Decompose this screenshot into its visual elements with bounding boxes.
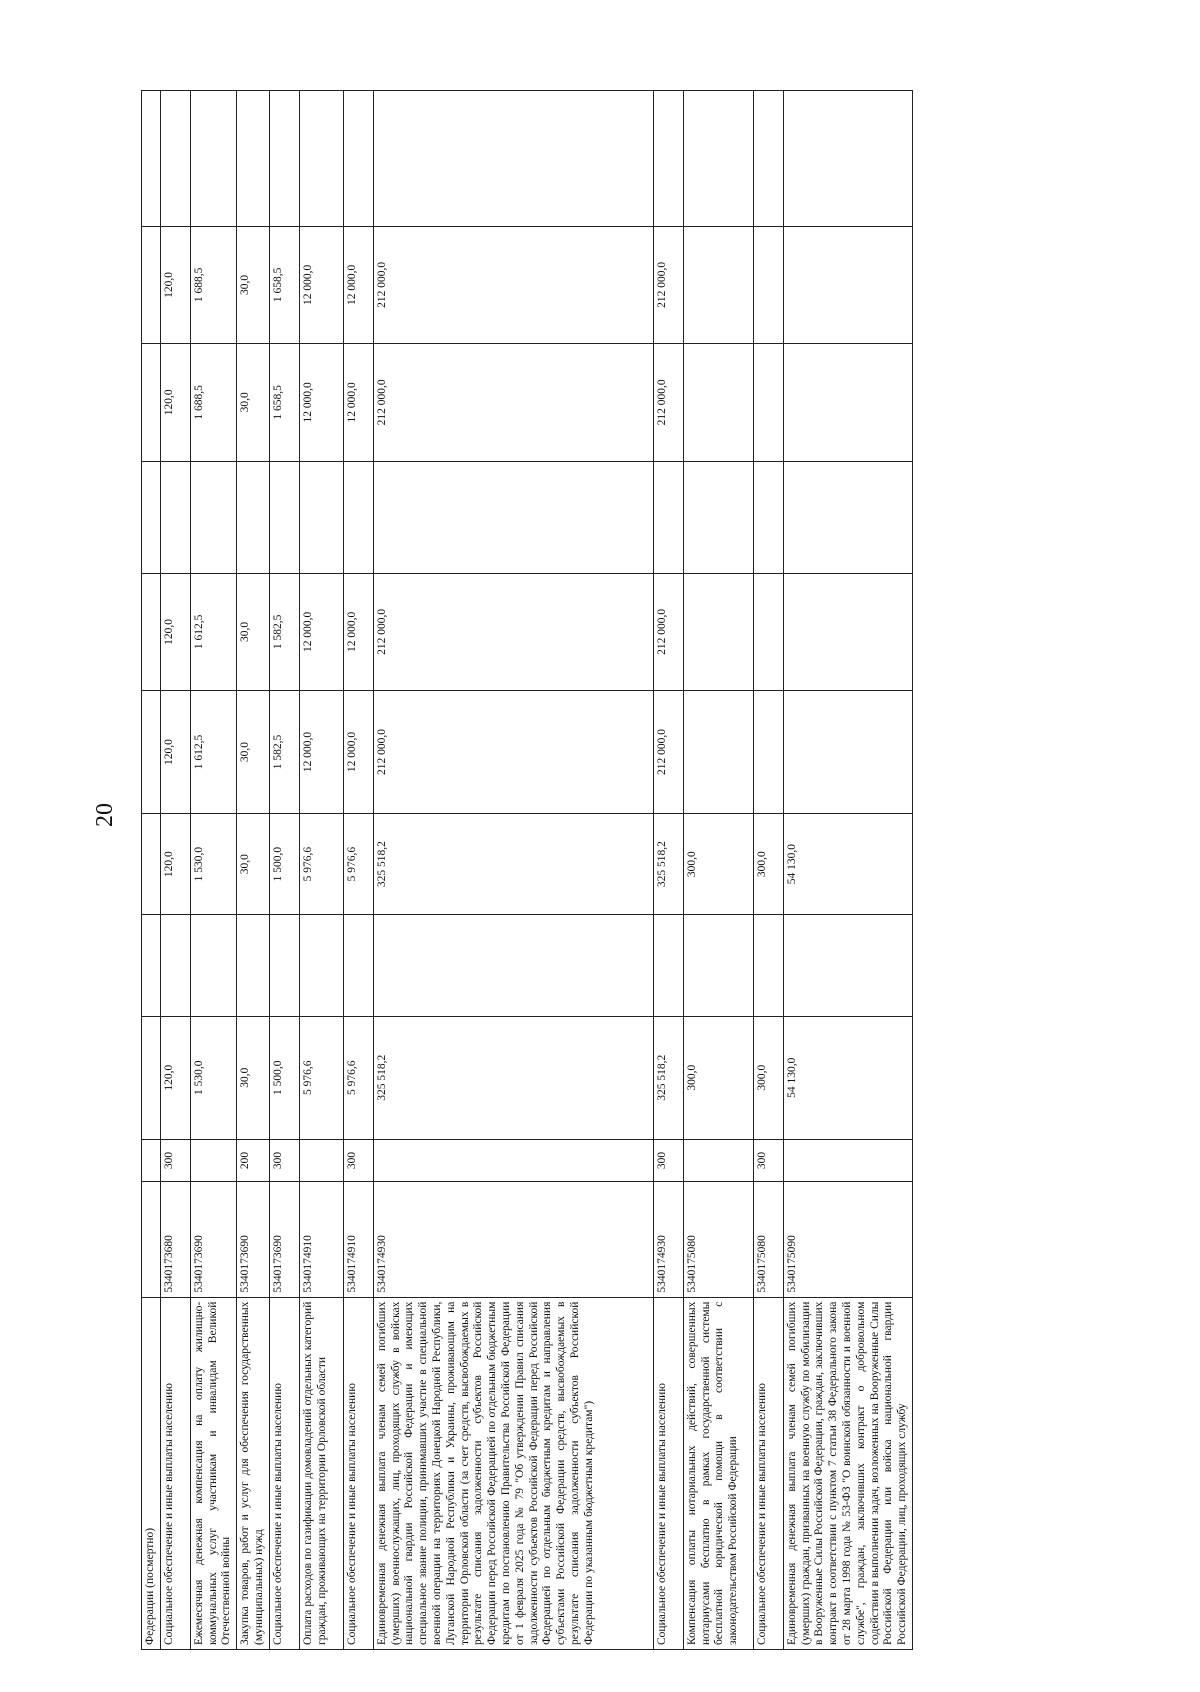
row-empty-3 xyxy=(373,91,653,227)
row-value-4: 30,0 xyxy=(237,573,270,690)
row-vr: 300 xyxy=(343,1139,373,1182)
row-value-5: 1 658,5 xyxy=(269,344,299,461)
row-value-6: 12 000,0 xyxy=(343,226,373,343)
row-value-4 xyxy=(753,573,783,690)
row-value-3: 30,0 xyxy=(237,691,270,814)
row-value-5: 120,0 xyxy=(160,344,190,461)
table-row xyxy=(142,91,161,1650)
row-value-3: 212 000,0 xyxy=(653,691,683,814)
row-code: 5340174910 xyxy=(343,1182,373,1297)
row-value-3 xyxy=(142,691,161,814)
row-value-1: 1 530,0 xyxy=(190,1016,236,1139)
row-empty-2 xyxy=(190,461,236,573)
row-name: Ежемесячная денежная компенсация на оплату жилищно-коммунальных услуг участникам и инвалидам Великой Отечественной войны xyxy=(190,1297,236,1649)
row-empty-2 xyxy=(373,461,653,573)
row-vr xyxy=(299,1139,343,1182)
row-value-6: 30,0 xyxy=(237,226,270,343)
row-value-2: 5 976,6 xyxy=(343,813,373,914)
row-code: 5340173680 xyxy=(160,1182,190,1297)
row-value-6: 212 000,0 xyxy=(653,226,683,343)
row-code: 5340174930 xyxy=(373,1182,653,1297)
row-value-6 xyxy=(683,226,753,343)
row-empty-3 xyxy=(683,91,753,227)
row-vr xyxy=(373,1139,653,1182)
row-value-1: 325 518,2 xyxy=(373,1016,653,1139)
row-value-3: 12 000,0 xyxy=(299,691,343,814)
row-code: 5340175080 xyxy=(683,1182,753,1297)
row-value-5: 12 000,0 xyxy=(299,344,343,461)
row-empty-2 xyxy=(753,461,783,573)
row-value-4: 212 000,0 xyxy=(653,573,683,690)
row-value-1: 1 500,0 xyxy=(269,1016,299,1139)
table-row xyxy=(190,91,236,1650)
row-empty-3 xyxy=(783,91,912,227)
row-empty-3 xyxy=(653,91,683,227)
row-empty-1 xyxy=(653,915,683,1016)
row-empty-1 xyxy=(783,915,912,1016)
row-value-1: 300,0 xyxy=(683,1016,753,1139)
row-value-3: 1 612,5 xyxy=(190,691,236,814)
row-value-6: 1 658,5 xyxy=(269,226,299,343)
row-empty-1 xyxy=(343,915,373,1016)
row-name: Социальное обеспечение и иные выплаты населению xyxy=(160,1297,190,1649)
row-code: 5340174930 xyxy=(653,1182,683,1297)
row-empty-1 xyxy=(160,915,190,1016)
row-value-2: 300,0 xyxy=(753,813,783,914)
row-empty-3 xyxy=(343,91,373,227)
table-row xyxy=(683,91,753,1650)
row-value-6 xyxy=(783,226,912,343)
row-value-4 xyxy=(683,573,753,690)
table-row xyxy=(237,91,270,1650)
row-value-3 xyxy=(683,691,753,814)
row-code: 5340173690 xyxy=(237,1182,270,1297)
row-value-2: 1 500,0 xyxy=(269,813,299,914)
table-row xyxy=(299,91,343,1650)
row-value-2: 30,0 xyxy=(237,813,270,914)
row-value-6 xyxy=(142,226,161,343)
row-empty-2 xyxy=(237,461,270,573)
row-vr xyxy=(190,1139,236,1182)
row-value-4: 120,0 xyxy=(160,573,190,690)
row-value-2: 54 130,0 xyxy=(783,813,912,914)
row-value-3: 120,0 xyxy=(160,691,190,814)
row-value-1: 300,0 xyxy=(753,1016,783,1139)
row-empty-2 xyxy=(142,461,161,573)
row-empty-1 xyxy=(373,915,653,1016)
row-value-4: 212 000,0 xyxy=(373,573,653,690)
table-row xyxy=(160,91,190,1650)
row-value-5: 212 000,0 xyxy=(653,344,683,461)
row-empty-3 xyxy=(299,91,343,227)
row-name: Социальное обеспечение и иные выплаты населению xyxy=(343,1297,373,1649)
row-name: Единовременная денежная выплата членам семей погибших (умерших) военнослужащих, лиц, проходящих службу в войсках национальной гвардии Российской Федерации и имеющих специальное звание полиции, принимавших участие в специальной военной операции на территориях Донецкой Народной Республики, Луганской Народной Республики и Украины, проживающим на территории Орловской области (за счет средств, высвобождаемых в результате списания задолженности субъектов Российской Федерации перед Российской Федерацией по отдельным бюджетным кредитам по постановлению Правительства Российской Федерации от 1 февраля 2025 года № 79 "Об утверждении Правил списания задолженности субъектов Российской Федерации перед Российской Федерацией по отдельным бюджетным кредитам и направления субъектами Российской Федерации средств, высвобождаемых в результате списания задолженности субъектов Российской Федерации по указанным бюджетным кредитам") xyxy=(373,1297,653,1649)
row-name: Единовременная денежная выплата членам семей погибших (умерших) граждан, призванных на военную службу по мобилизации в Вооруженные Силы Российской Федерации, граждан, заключивших контракт в соответствии с пунктом 7 статьи 38 Федерального закона от 28 марта 1998 года № 53-ФЗ "О воинской обязанности и военной службе", граждан, заключивших контракт о добровольном содействии в выполнении задач, возложенных на Вооруженные Силы Российской Федерации или войска национальной гвардии Российской Федерации, лиц, проходящих службу xyxy=(783,1297,912,1649)
row-value-6 xyxy=(753,226,783,343)
row-name: Федерации (посмертно) xyxy=(142,1297,161,1649)
row-vr: 300 xyxy=(753,1139,783,1182)
row-name: Социальное обеспечение и иные выплаты населению xyxy=(269,1297,299,1649)
page-number: 20 xyxy=(91,803,118,827)
table-row xyxy=(373,91,653,1650)
row-value-6: 12 000,0 xyxy=(299,226,343,343)
row-empty-3 xyxy=(190,91,236,227)
row-code: 5340175080 xyxy=(753,1182,783,1297)
row-vr xyxy=(142,1139,161,1182)
row-empty-3 xyxy=(269,91,299,227)
row-empty-1 xyxy=(142,915,161,1016)
row-code: 5340175090 xyxy=(783,1182,912,1297)
row-value-2: 325 518,2 xyxy=(653,813,683,914)
budget-table-container xyxy=(141,90,1091,1650)
row-code: 5340173690 xyxy=(269,1182,299,1297)
row-empty-2 xyxy=(160,461,190,573)
row-empty-3 xyxy=(753,91,783,227)
row-value-5: 30,0 xyxy=(237,344,270,461)
row-value-5 xyxy=(683,344,753,461)
row-code xyxy=(142,1182,161,1297)
row-value-2: 120,0 xyxy=(160,813,190,914)
table-row xyxy=(753,91,783,1650)
row-value-1: 5 976,6 xyxy=(299,1016,343,1139)
table-row xyxy=(653,91,683,1650)
row-value-5: 212 000,0 xyxy=(373,344,653,461)
row-empty-2 xyxy=(653,461,683,573)
table-row xyxy=(783,91,912,1650)
row-empty-1 xyxy=(190,915,236,1016)
row-value-2: 300,0 xyxy=(683,813,753,914)
row-empty-1 xyxy=(299,915,343,1016)
row-value-1: 325 518,2 xyxy=(653,1016,683,1139)
row-vr xyxy=(683,1139,753,1182)
row-name: Компенсация оплаты нотариальных действий, совершенных нотариусами бесплатно в рамках государственной системы бесплатной юридической помощи в соответствии с законодательством Российской Федерации xyxy=(683,1297,753,1649)
row-vr: 300 xyxy=(160,1139,190,1182)
row-vr: 300 xyxy=(269,1139,299,1182)
row-value-2 xyxy=(142,813,161,914)
row-name: Социальное обеспечение и иные выплаты населению xyxy=(653,1297,683,1649)
table-row xyxy=(343,91,373,1650)
row-code: 5340174910 xyxy=(299,1182,343,1297)
budget-table xyxy=(141,90,913,1650)
row-value-6: 1 688,5 xyxy=(190,226,236,343)
row-code: 5340173690 xyxy=(190,1182,236,1297)
row-value-3: 212 000,0 xyxy=(373,691,653,814)
row-value-6: 212 000,0 xyxy=(373,226,653,343)
row-name: Закупка товаров, работ и услуг для обеспечения государственных (муниципальных) нужд xyxy=(237,1297,270,1649)
row-value-3 xyxy=(783,691,912,814)
row-value-4: 12 000,0 xyxy=(299,573,343,690)
row-vr: 300 xyxy=(653,1139,683,1182)
row-empty-2 xyxy=(299,461,343,573)
row-value-1: 54 130,0 xyxy=(783,1016,912,1139)
row-empty-1 xyxy=(237,915,270,1016)
row-vr: 200 xyxy=(237,1139,270,1182)
row-value-4: 1 582,5 xyxy=(269,573,299,690)
table-row xyxy=(269,91,299,1650)
row-value-5 xyxy=(142,344,161,461)
row-empty-3 xyxy=(142,91,161,227)
row-empty-3 xyxy=(237,91,270,227)
row-value-5 xyxy=(753,344,783,461)
row-value-4 xyxy=(142,573,161,690)
row-value-1: 30,0 xyxy=(237,1016,270,1139)
row-value-1 xyxy=(142,1016,161,1139)
row-value-6: 120,0 xyxy=(160,226,190,343)
row-value-1: 5 976,6 xyxy=(343,1016,373,1139)
row-value-2: 1 530,0 xyxy=(190,813,236,914)
row-value-5: 1 688,5 xyxy=(190,344,236,461)
row-value-2: 5 976,6 xyxy=(299,813,343,914)
row-empty-1 xyxy=(269,915,299,1016)
row-value-4 xyxy=(783,573,912,690)
row-empty-2 xyxy=(343,461,373,573)
row-empty-1 xyxy=(683,915,753,1016)
row-value-2: 325 518,2 xyxy=(373,813,653,914)
row-empty-2 xyxy=(269,461,299,573)
row-empty-2 xyxy=(783,461,912,573)
row-empty-3 xyxy=(160,91,190,227)
row-value-4: 12 000,0 xyxy=(343,573,373,690)
row-vr xyxy=(783,1139,912,1182)
row-value-4: 1 612,5 xyxy=(190,573,236,690)
row-value-3: 12 000,0 xyxy=(343,691,373,814)
row-value-3: 1 582,5 xyxy=(269,691,299,814)
row-value-1: 120,0 xyxy=(160,1016,190,1139)
row-empty-2 xyxy=(683,461,753,573)
row-name: Социальное обеспечение и иные выплаты населению xyxy=(753,1297,783,1649)
row-value-3 xyxy=(753,691,783,814)
row-empty-1 xyxy=(753,915,783,1016)
row-value-5 xyxy=(783,344,912,461)
row-value-5: 12 000,0 xyxy=(343,344,373,461)
row-name: Оплата расходов по газификации домовладений отдельных категорий граждан, проживающих на территории Орловской области xyxy=(299,1297,343,1649)
